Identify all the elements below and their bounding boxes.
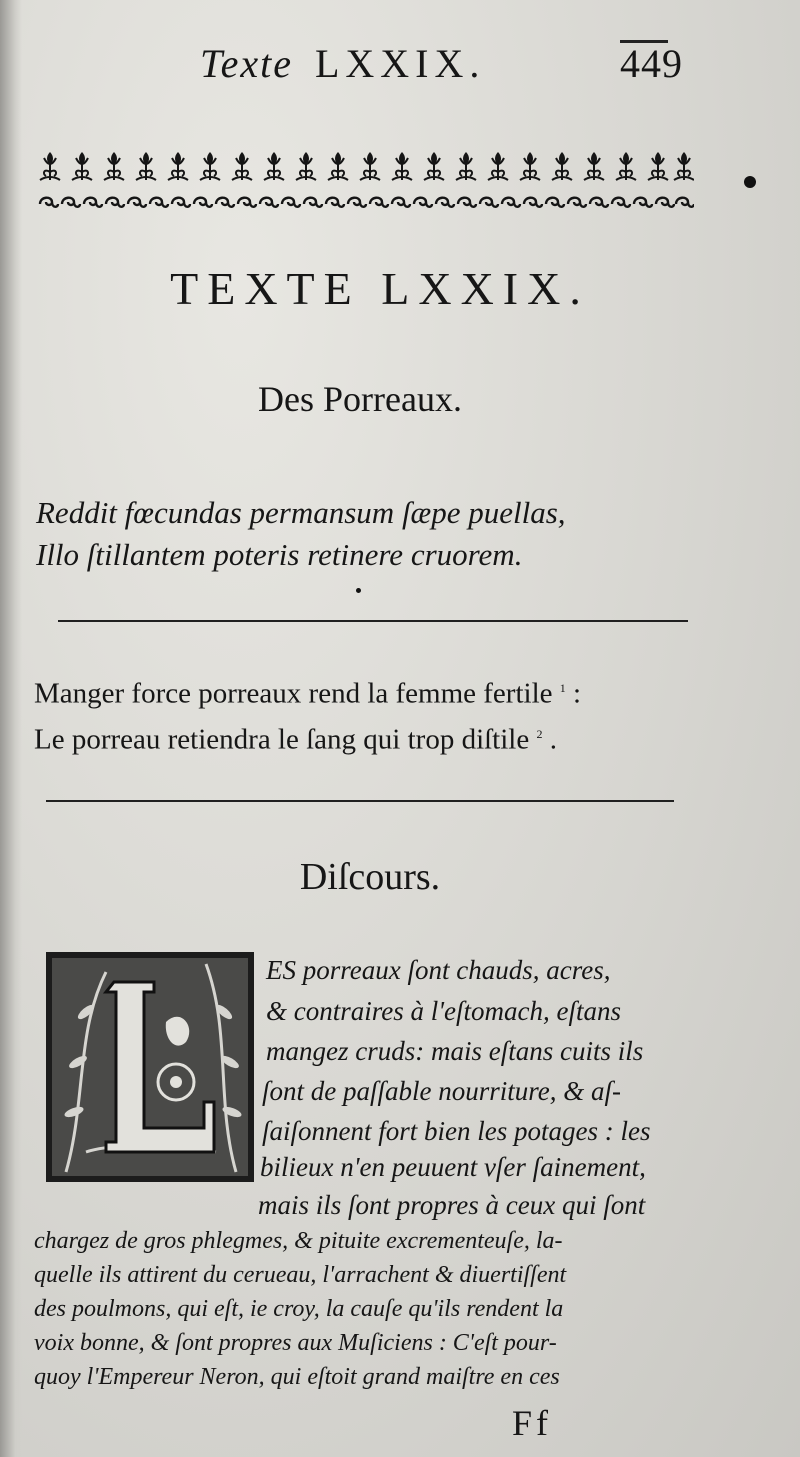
page-number: 449 xyxy=(620,41,683,86)
french-verse xyxy=(34,668,581,759)
french-verse-line xyxy=(34,668,581,714)
chapter-title: TEXTE LXXIX. xyxy=(170,263,590,314)
french-verse-line xyxy=(34,714,581,760)
body-line: ES porreaux ſont chauds, acres, xyxy=(266,955,611,985)
chapter-subtitle: Des Porreaux. xyxy=(258,379,462,419)
body-line: & contraires à l'eſtomach, eſtans xyxy=(266,996,621,1026)
body-line: voix bonne, & ſont propres aux Muſiciens : C'eſt pour- xyxy=(34,1330,557,1356)
body-line: chargez de gros phlegmes, & pituite excrementeuſe, la- xyxy=(34,1228,563,1254)
running-head-italic: Texte xyxy=(200,41,293,86)
body-line: mais ils ſont propres à ceux qui ſont xyxy=(258,1190,646,1220)
decorative-headpiece-ornament xyxy=(38,148,694,220)
body-line: mangez cruds: mais eſtans cuits ils xyxy=(266,1036,644,1066)
body-line: bilieux n'en peuuent vſer ſainement, xyxy=(260,1152,646,1182)
decorated-initial-letter-L xyxy=(46,952,254,1182)
ink-speck xyxy=(356,588,361,593)
french-verse-text: Manger force porreaux rend la femme fertile xyxy=(34,677,553,710)
latin-verse xyxy=(36,492,566,576)
body-line: ſont de paſſable nourriture, & aſ- xyxy=(262,1076,621,1106)
running-head xyxy=(200,40,485,87)
divider-rule xyxy=(46,800,674,802)
divider-rule xyxy=(58,620,688,622)
body-line: quelle ils attirent du cerueau, l'arrachent & diuertiſſent xyxy=(34,1262,567,1288)
ink-speck xyxy=(744,176,756,188)
footnote-marker: 1 xyxy=(559,681,566,695)
signature-mark: Ff xyxy=(512,1403,553,1443)
verse-punctuation: : xyxy=(573,677,582,710)
discourse-title: Diſcours. xyxy=(299,856,441,898)
body-line: des poulmons, qui eſt, ie croy, la cauſe qu'ils rendent la xyxy=(34,1296,564,1322)
latin-verse-line: Illo ſtillantem poteris retinere cruorem. xyxy=(36,537,523,572)
body-line: quoy l'Empereur Neron, qui eſtoit grand maiſtre en ces xyxy=(34,1364,560,1390)
latin-verse-line: Reddit fœcundas permansum ſæpe puellas, xyxy=(36,495,566,530)
footnote-marker: 2 xyxy=(536,726,543,741)
french-verse-text: Le porreau retiendra le ſang qui trop diſtile xyxy=(34,723,530,756)
body-line: ſaiſonnent fort bien les potages : les xyxy=(262,1116,651,1146)
verse-punctuation: . xyxy=(549,723,557,756)
running-head-roman: LXXIX. xyxy=(314,41,486,86)
